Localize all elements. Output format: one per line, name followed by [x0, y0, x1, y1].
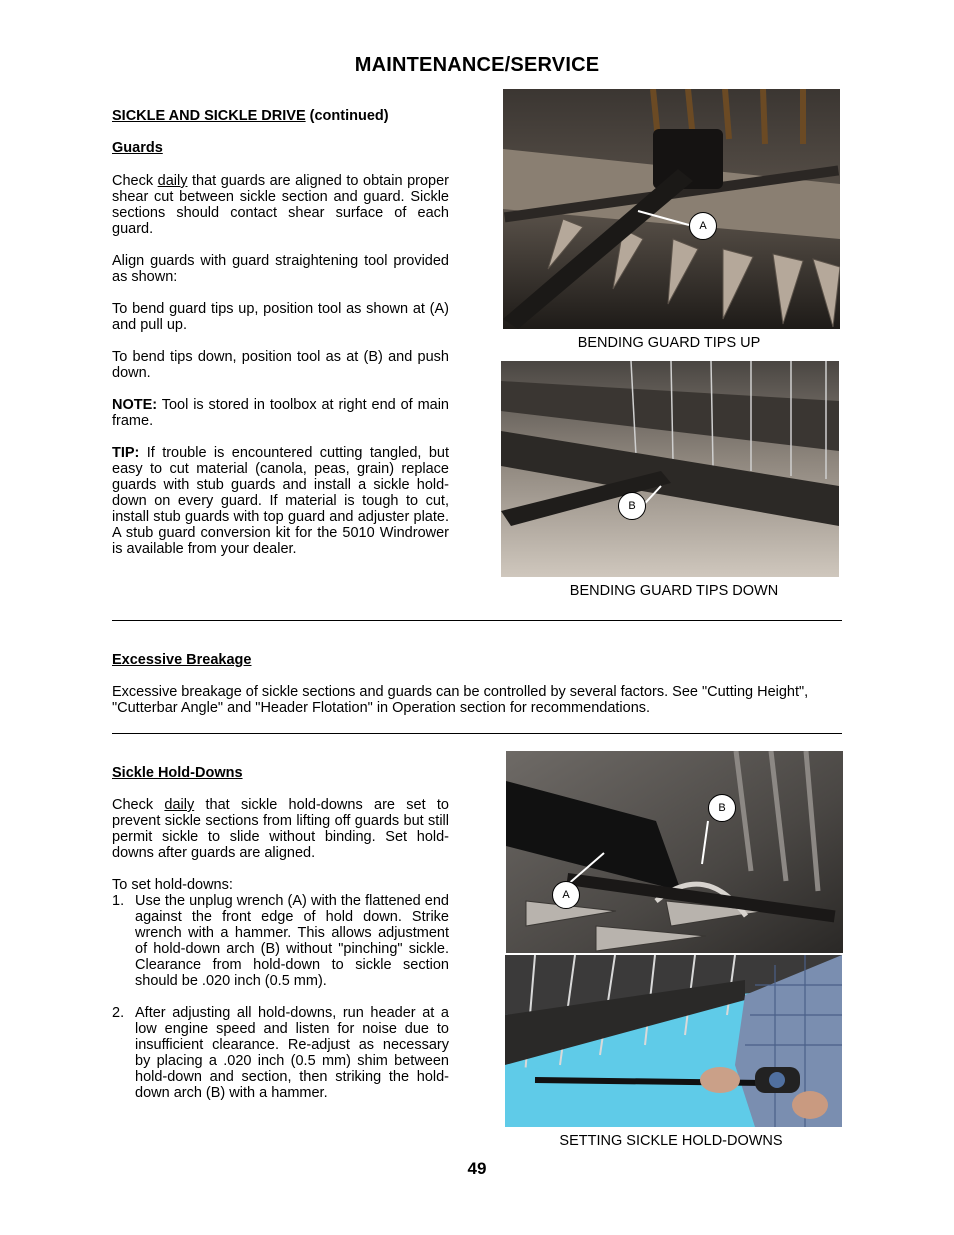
excessive-breakage-body: Excessive breakage of sickle sections and guards can be controlled by several factors. See "Cutting Height", "Cutterbar Angle" and "Header Flotation" in Operation section for recommendations.	[112, 684, 809, 716]
subheading-excessive-breakage	[112, 652, 251, 668]
hold-downs-body	[112, 797, 449, 1117]
tip-label: TIP:	[112, 445, 140, 461]
caption-bending-guard-tips-down: BENDING GUARD TIPS DOWN	[569, 583, 779, 599]
text-run: that sickle hold-downs are set to prevent sickle sections from lifting off guards but still permit sickle to slide without binding. Set hold-downs after guards are aligned.	[112, 797, 449, 861]
guards-paragraph-3: To bend guard tips up, position tool as shown at (A) and pull up.	[112, 301, 449, 333]
step-text: After adjusting all hold-downs, run header at a low engine speed and listen for noise due to insufficient clearance. Re-adjust as necessary by placing a .020 inch (0.5 mm) shim between hold-down and section, then striking the hold-down arch (B) with a hammer.	[135, 1005, 449, 1101]
guards-tip	[112, 445, 449, 557]
guards-paragraph-1	[112, 173, 449, 237]
page-title: MAINTENANCE/SERVICE	[354, 54, 600, 76]
note-label: NOTE:	[112, 397, 158, 413]
callout-b: B	[618, 492, 646, 520]
caption-setting-sickle-hold-downs: SETTING SICKLE HOLD-DOWNS	[559, 1133, 783, 1149]
note-text: Tool is stored in toolbox at right end of main frame.	[112, 397, 449, 429]
guards-note	[112, 397, 449, 429]
step-text: Use the unplug wrench (A) with the flattened end against the front edge of hold down. Strike wrench with a hammer. This allows adjustment of hold-down arch (B) without "pinching" sickle. Clearance from hold-down to sickle section should be .020 inch (0.5 mm).	[135, 893, 449, 989]
list-item	[112, 893, 449, 989]
text-run: Check	[112, 797, 165, 813]
section-heading-sickle-drive	[112, 108, 452, 124]
subheading-sickle-hold-downs	[112, 765, 243, 781]
hold-downs-steps	[112, 893, 449, 1101]
photo-bending-guard-tips-up	[503, 89, 840, 329]
text-run: that guards are aligned to obtain proper shear cut between sickle section and guard. Sickle sections should contact shear surface of each guard.	[112, 173, 449, 237]
list-item	[112, 1005, 449, 1101]
page-number: 49	[467, 1159, 487, 1178]
subheading-sickle-hold-downs-label: Sickle Hold-Downs	[112, 765, 243, 781]
daily-underlined: daily	[157, 173, 188, 189]
photo-setting-hold-downs-with-wrench	[505, 955, 842, 1127]
divider	[112, 733, 842, 734]
photo-sickle-hold-down-closeup	[506, 751, 843, 953]
guards-body	[112, 173, 449, 557]
text-run: Check	[112, 173, 158, 189]
heading-underlined: SICKLE AND SICKLE DRIVE	[112, 108, 306, 124]
hold-downs-paragraph-1	[112, 797, 449, 861]
daily-underlined: daily	[164, 797, 195, 813]
step-number: 2.	[112, 1005, 125, 1021]
hold-downs-paragraph-2: To set hold-downs:	[112, 877, 233, 893]
heading-suffix: (continued)	[305, 108, 389, 124]
subheading-excessive-breakage-label: Excessive Breakage	[112, 652, 252, 668]
guards-paragraph-2: Align guards with guard straightening tool provided as shown:	[112, 253, 449, 285]
callout-a: A	[689, 212, 717, 240]
step-number: 1.	[112, 893, 125, 909]
callout-a: A	[552, 881, 580, 909]
guards-paragraph-4: To bend tips down, position tool as at (B) and push down.	[112, 349, 449, 381]
callout-b: B	[708, 794, 736, 822]
divider	[112, 620, 842, 621]
subheading-guards	[112, 140, 163, 156]
tip-text: If trouble is encountered cutting tangled, but easy to cut material (canola, peas, grain) replace guards with stub guards and install a sickle hold-down on every guard. If material is tough to cut, install stub guards with top guard and adjuster plate. A stub guard conversion kit for the 5010 Windrower is available from your dealer.	[112, 445, 449, 557]
photo-bending-guard-tips-down	[501, 361, 839, 577]
caption-bending-guard-tips-up: BENDING GUARD TIPS UP	[577, 335, 761, 351]
subheading-guards-label: Guards	[112, 140, 163, 156]
